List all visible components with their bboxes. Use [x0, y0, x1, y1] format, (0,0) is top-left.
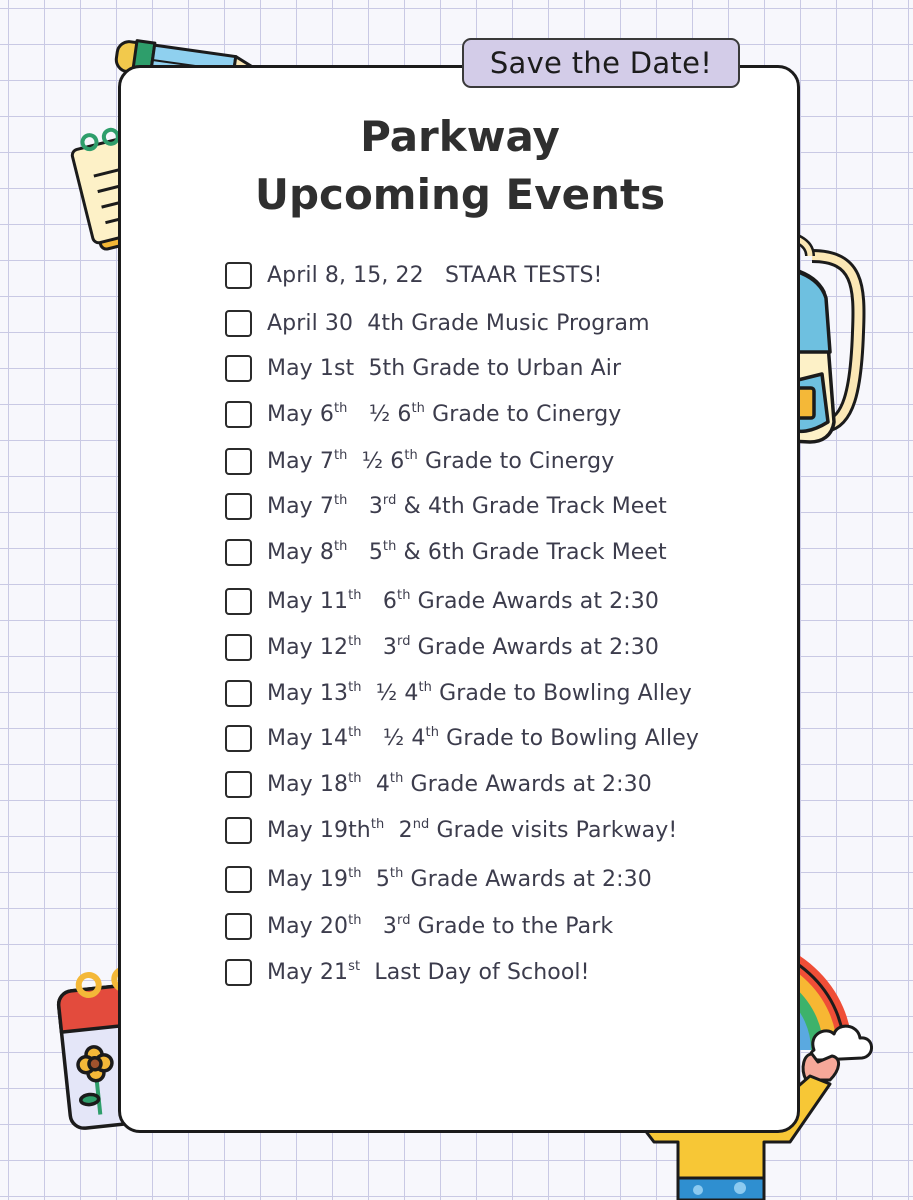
event-description: ½ 4: [375, 681, 419, 706]
event-description-suffix: th: [382, 539, 397, 554]
event-description-rest: Grade Awards at 2:30: [403, 772, 652, 797]
event-description: 4: [375, 772, 390, 797]
event-date: May 12: [267, 635, 349, 660]
event-checkbox[interactable]: [225, 771, 252, 798]
event-description-suffix: rd: [397, 913, 411, 928]
event-checkbox[interactable]: [225, 680, 252, 707]
event-description-rest: Grade to Bowling Alley: [431, 681, 692, 706]
event-item[interactable]: [225, 913, 613, 940]
event-item[interactable]: [225, 959, 590, 986]
event-date-suffix: th: [348, 913, 362, 928]
event-date: May 6: [267, 402, 334, 427]
event-item[interactable]: [225, 817, 677, 844]
save-the-date-badge: [462, 38, 740, 88]
event-checkbox[interactable]: [225, 866, 252, 893]
event-description-suffix: nd: [412, 817, 430, 832]
event-date-suffix: th: [333, 448, 348, 463]
event-date-suffix: th: [370, 817, 385, 832]
event-description-rest: Grade Awards at 2:30: [410, 635, 659, 660]
event-date-suffix: th: [348, 866, 362, 881]
event-date: May 7: [267, 494, 334, 519]
event-item[interactable]: [225, 401, 621, 428]
event-description: STAAR TESTS!: [445, 263, 603, 288]
event-description: 3: [382, 635, 398, 660]
event-date: May 13: [267, 681, 349, 706]
event-date-suffix: st: [348, 959, 361, 974]
event-date: May 11: [267, 589, 349, 614]
event-checkbox[interactable]: [225, 262, 252, 289]
event-description-suffix: th: [411, 401, 425, 416]
event-item[interactable]: [225, 725, 699, 752]
event-description-rest: Grade to Bowling Alley: [439, 726, 700, 751]
event-date-suffix: th: [348, 588, 362, 603]
event-item[interactable]: [225, 771, 652, 798]
event-checkbox[interactable]: [225, 634, 252, 661]
event-description-suffix: rd: [397, 634, 411, 649]
event-date-suffix: th: [348, 771, 362, 786]
event-checkbox[interactable]: [225, 310, 252, 337]
event-description-suffix: th: [389, 866, 404, 881]
event-date: May 14: [267, 726, 349, 751]
event-date-suffix: th: [333, 493, 348, 508]
event-description-rest: & 6th Grade Track Meet: [396, 540, 667, 565]
event-item[interactable]: [225, 588, 659, 615]
event-date-suffix: th: [348, 725, 362, 740]
event-date-suffix: th: [348, 634, 362, 649]
event-checkbox[interactable]: [225, 355, 252, 382]
event-description: 5: [368, 540, 383, 565]
event-date-suffix: th: [348, 680, 362, 695]
event-checkbox[interactable]: [225, 401, 252, 428]
event-checkbox[interactable]: [225, 493, 252, 520]
event-description-rest: Grade Awards at 2:30: [403, 867, 652, 892]
event-description: 3: [382, 914, 398, 939]
event-item[interactable]: [225, 680, 692, 707]
event-date: May 20: [267, 914, 349, 939]
event-item[interactable]: [225, 539, 667, 566]
event-item[interactable]: [225, 262, 602, 289]
event-description: Last Day of School!: [374, 960, 590, 985]
event-item[interactable]: [225, 634, 659, 661]
event-description-suffix: rd: [382, 493, 397, 508]
event-date: May 7: [267, 449, 334, 474]
event-date: May 18: [267, 772, 349, 797]
event-description-suffix: th: [425, 725, 440, 740]
event-description-rest: & 4th Grade Track Meet: [396, 494, 667, 519]
event-checkbox[interactable]: [225, 588, 252, 615]
event-item[interactable]: [225, 310, 650, 337]
event-description-suffix: th: [397, 588, 411, 603]
event-description: 5th Grade to Urban Air: [368, 356, 622, 381]
event-description-rest: Grade to the Park: [410, 914, 614, 939]
event-checkbox[interactable]: [225, 725, 252, 752]
event-date: May 8: [267, 540, 334, 565]
event-date: May 19th: [267, 818, 371, 843]
event-checkbox[interactable]: [225, 959, 252, 986]
event-date: May 19: [267, 867, 349, 892]
event-description: ½ 6: [368, 402, 412, 427]
event-checkbox[interactable]: [225, 539, 252, 566]
event-description-suffix: th: [404, 448, 418, 463]
event-description: 6: [382, 589, 398, 614]
event-description-suffix: th: [418, 680, 432, 695]
event-date: May 1st: [267, 356, 355, 381]
event-description-rest: Grade visits Parkway!: [429, 818, 678, 843]
event-checkbox[interactable]: [225, 913, 252, 940]
event-date: April 8, 15, 22: [267, 263, 424, 288]
event-item[interactable]: [225, 448, 614, 475]
event-item[interactable]: [225, 493, 667, 520]
event-checkbox[interactable]: [225, 817, 252, 844]
event-item[interactable]: [225, 355, 621, 382]
event-description-rest: Grade to Cinergy: [424, 402, 622, 427]
event-description: 3: [368, 494, 383, 519]
event-description-rest: Grade to Cinergy: [417, 449, 615, 474]
event-description: 2: [398, 818, 413, 843]
event-description: ½ 6: [361, 449, 405, 474]
event-date-suffix: th: [333, 539, 348, 554]
page-title-events: Upcoming Events: [254, 170, 666, 219]
event-item[interactable]: [225, 866, 652, 893]
page-title-school: Parkway: [360, 112, 560, 161]
event-date: May 21: [267, 960, 349, 985]
event-date: April 30: [267, 311, 354, 336]
event-description-suffix: th: [389, 771, 404, 786]
event-checkbox[interactable]: [225, 448, 252, 475]
event-description: 4th Grade Music Program: [367, 311, 650, 336]
save-the-date-label: Save the Date!: [489, 46, 713, 80]
event-description: ½ 4: [382, 726, 426, 751]
event-description-rest: Grade Awards at 2:30: [410, 589, 659, 614]
event-description: 5: [375, 867, 390, 892]
event-date-suffix: th: [333, 401, 348, 416]
